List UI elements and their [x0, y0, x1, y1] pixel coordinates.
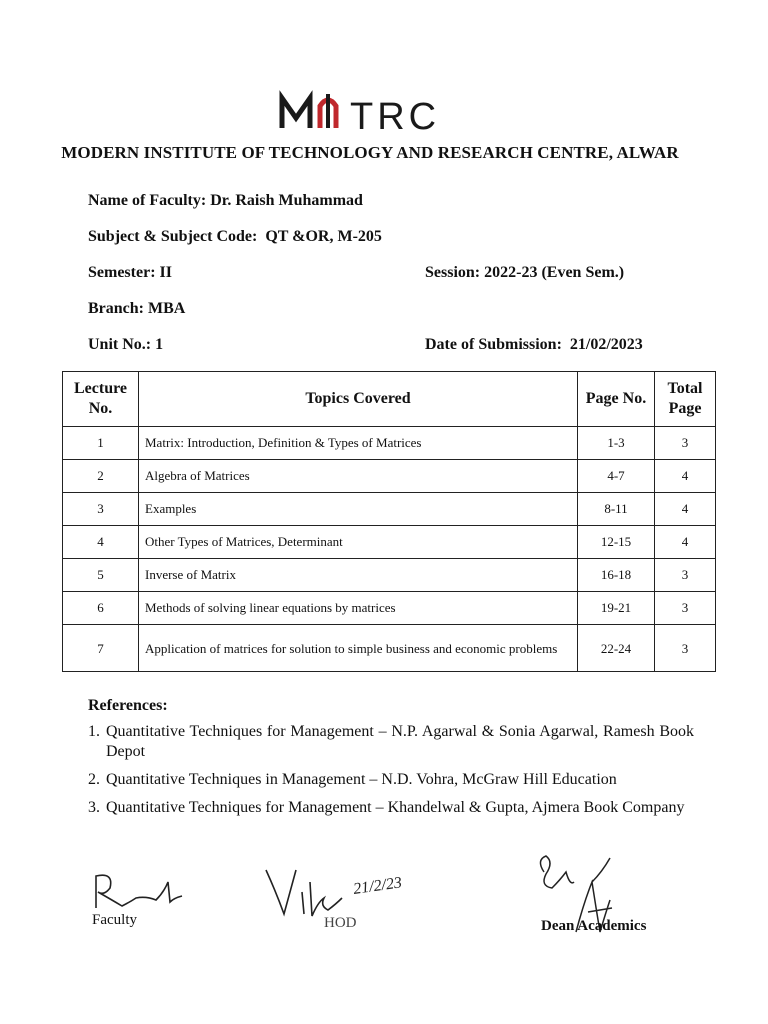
table-row	[63, 493, 716, 526]
lecture-table	[62, 371, 716, 672]
page-range: 19-21	[578, 592, 655, 625]
topic: Examples	[139, 493, 578, 526]
page-range: 16-18	[578, 559, 655, 592]
lecture-no: 6	[63, 592, 139, 625]
page-range: 4-7	[578, 460, 655, 493]
session-field	[425, 264, 624, 282]
faculty-signature	[86, 866, 186, 916]
branch-label: Branch:	[88, 300, 144, 317]
page-range: 8-11	[578, 493, 655, 526]
unit-field	[88, 336, 163, 354]
header-total-page: Total Page	[655, 372, 716, 427]
semester-field	[88, 264, 172, 282]
total-pages: 3	[655, 625, 716, 672]
reference-number: 1.	[88, 723, 100, 740]
subject-label: Subject & Subject Code:	[88, 228, 258, 245]
dean-signature-label: Dean Academics	[541, 918, 647, 934]
topic: Application of matrices for solution to simple business and economic problems	[139, 625, 578, 672]
hod-signature	[262, 862, 442, 922]
topic: Inverse of Matrix	[139, 559, 578, 592]
table-row	[63, 460, 716, 493]
topic: Methods of solving linear equations by matrices	[139, 592, 578, 625]
semester-label: Semester:	[88, 264, 156, 281]
lecture-no: 3	[63, 493, 139, 526]
session-label: Session:	[425, 264, 481, 281]
header-lecture-no: Lecture No.	[63, 372, 139, 427]
references-title: References:	[88, 697, 168, 714]
reference-item	[88, 770, 694, 790]
subject-value: QT &OR, M-205	[265, 228, 382, 245]
reference-number: 2.	[88, 771, 100, 788]
branch-value: MBA	[148, 300, 186, 317]
total-pages: 3	[655, 427, 716, 460]
hod-signature-label: HOD	[324, 915, 357, 931]
lecture-no: 7	[63, 625, 139, 672]
session-value: 2022-23 (Even Sem.)	[484, 264, 625, 281]
table-row	[63, 625, 716, 672]
submission-field	[425, 336, 643, 354]
total-pages: 4	[655, 526, 716, 559]
institute-name: MODERN INSTITUTE OF TECHNOLOGY AND RESEARCH CENTRE, ALWAR	[61, 143, 679, 162]
lecture-no: 5	[63, 559, 139, 592]
svg-text:TRC: TRC	[350, 96, 441, 136]
mitrc-logo	[276, 88, 476, 136]
faculty-label: Name of Faculty:	[88, 192, 207, 209]
table-row	[63, 592, 716, 625]
table-row	[63, 526, 716, 559]
header-page-no: Page No.	[578, 372, 655, 427]
total-pages: 3	[655, 592, 716, 625]
semester-value: II	[159, 264, 172, 281]
total-pages: 4	[655, 460, 716, 493]
references-list	[88, 722, 694, 826]
lecture-no: 2	[63, 460, 139, 493]
table-row	[63, 427, 716, 460]
branch-field	[88, 300, 185, 318]
topic: Other Types of Matrices, Determinant	[139, 526, 578, 559]
lecture-no: 1	[63, 427, 139, 460]
submission-value: 21/02/2023	[569, 336, 643, 353]
total-pages: 3	[655, 559, 716, 592]
unit-label: Unit No.:	[88, 336, 152, 353]
page-range: 12-15	[578, 526, 655, 559]
header-topics: Topics Covered	[139, 372, 578, 427]
reference-item	[88, 722, 694, 762]
submission-label: Date of Submission:	[425, 336, 562, 353]
page-range: 1-3	[578, 427, 655, 460]
lecture-no: 4	[63, 526, 139, 559]
table-row	[63, 559, 716, 592]
subject-field	[88, 228, 382, 246]
faculty-field	[88, 192, 363, 210]
faculty-value: Dr. Raish Muhammad	[210, 192, 363, 209]
topic: Algebra of Matrices	[139, 460, 578, 493]
reference-text: Quantitative Techniques for Management – Khandelwal & Gupta, Ajmera Book Company	[106, 799, 685, 816]
page-range: 22-24	[578, 625, 655, 672]
unit-value: 1	[155, 336, 164, 353]
topic: Matrix: Introduction, Definition & Types of Matrices	[139, 427, 578, 460]
reference-text: Quantitative Techniques in Management – N.D. Vohra, McGraw Hill Education	[106, 771, 617, 788]
faculty-signature-label: Faculty	[92, 912, 137, 928]
total-pages: 4	[655, 493, 716, 526]
reference-number: 3.	[88, 799, 100, 816]
reference-text: Quantitative Techniques for Management – N.P. Agarwal & Sonia Agarwal, Ramesh Book Depot	[106, 723, 694, 760]
mitrc-logo-icon	[276, 88, 476, 136]
table-header-row	[63, 372, 716, 427]
reference-item	[88, 798, 694, 818]
hod-signature-date: 21/2/23	[352, 874, 403, 898]
